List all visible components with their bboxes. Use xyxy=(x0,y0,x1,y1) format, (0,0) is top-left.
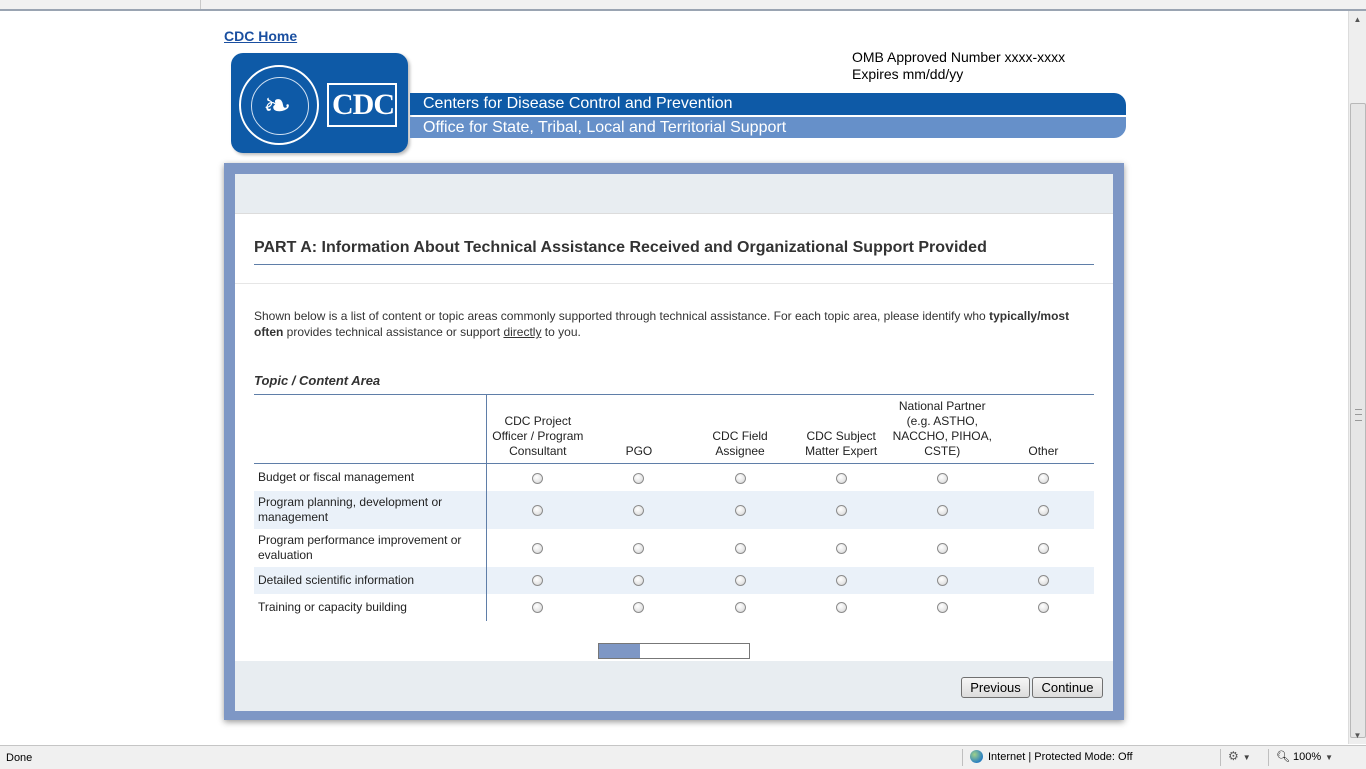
panel-header-bar xyxy=(235,174,1113,214)
radio-button[interactable] xyxy=(937,505,948,516)
divider xyxy=(235,283,1113,284)
col-header-pgo: PGO xyxy=(588,395,689,464)
radio-button[interactable] xyxy=(735,575,746,586)
radio-button[interactable] xyxy=(633,575,644,586)
progress-bar xyxy=(598,643,750,659)
scrollbar-thumb[interactable] xyxy=(1350,103,1366,738)
omb-number: OMB Approved Number xxxx-xxxx xyxy=(852,49,1066,65)
row-label: Detailed scientific information xyxy=(254,567,487,594)
office-name: Office for State, Tribal, Local and Territorial Support xyxy=(423,119,787,136)
omb-expiry: Expires mm/dd/yy xyxy=(852,66,964,82)
radio-button[interactable] xyxy=(1038,505,1049,516)
zone-text: Internet | Protected Mode: Off xyxy=(988,751,1133,763)
emphasis-text: typically/most often xyxy=(254,309,1070,339)
radio-button[interactable] xyxy=(735,473,746,484)
scroll-down-icon[interactable]: ▼ xyxy=(1353,731,1362,740)
radio-button[interactable] xyxy=(735,505,746,516)
omb-notice xyxy=(852,49,1065,83)
radio-button[interactable] xyxy=(836,505,847,516)
radio-button[interactable] xyxy=(633,602,644,613)
eagle-icon: ❧ xyxy=(263,87,292,125)
row-label: Program planning, development or management xyxy=(254,491,487,529)
table-row xyxy=(254,529,1094,567)
radio-button[interactable] xyxy=(937,575,948,586)
radio-button[interactable] xyxy=(532,473,543,484)
zoom-control[interactable] xyxy=(1276,750,1333,763)
office-band xyxy=(410,117,1126,138)
col-header-cdc-sme: CDC Subject Matter Expert xyxy=(791,395,892,464)
page-title: PART A: Information About Technical Assistance Received and Organizational Support Provided xyxy=(254,239,1094,265)
protected-mode-icon[interactable]: ⚙ ▼ xyxy=(1228,749,1251,763)
browser-status-bar xyxy=(0,745,1366,769)
security-zone[interactable] xyxy=(970,750,1133,763)
chevron-down-icon: ▼ xyxy=(1242,753,1251,762)
continue-button[interactable]: Continue xyxy=(1032,677,1103,698)
row-header-cell xyxy=(254,395,487,464)
matrix-header-row xyxy=(254,395,1094,464)
status-separator xyxy=(1220,749,1221,766)
table-row xyxy=(254,491,1094,529)
survey-frame xyxy=(224,163,1124,720)
radio-button[interactable] xyxy=(633,473,644,484)
radio-button[interactable] xyxy=(1038,473,1049,484)
topic-column-header: Topic / Content Area xyxy=(254,373,381,388)
grip-icon xyxy=(1355,409,1362,421)
radio-button[interactable] xyxy=(532,543,543,554)
col-header-other: Other xyxy=(993,395,1094,464)
progress-fill xyxy=(599,644,640,658)
radio-button[interactable] xyxy=(1038,602,1049,613)
table-row xyxy=(254,464,1094,491)
radio-button[interactable] xyxy=(532,575,543,586)
table-row xyxy=(254,567,1094,594)
row-label: Training or capacity building xyxy=(254,594,487,621)
tab-edge xyxy=(200,0,201,9)
radio-button[interactable] xyxy=(937,602,948,613)
radio-button[interactable] xyxy=(836,602,847,613)
radio-button[interactable] xyxy=(532,602,543,613)
cdc-wordmark-text: CDC xyxy=(332,88,394,121)
previous-button[interactable]: Previous xyxy=(961,677,1030,698)
radio-button[interactable] xyxy=(633,505,644,516)
radio-button[interactable] xyxy=(836,543,847,554)
status-text: Done xyxy=(6,752,33,764)
globe-icon xyxy=(970,750,983,763)
agency-name: Centers for Disease Control and Prevention xyxy=(423,95,733,112)
cdc-home-link[interactable]: CDC Home xyxy=(224,28,298,44)
radio-button[interactable] xyxy=(937,473,948,484)
radio-button[interactable] xyxy=(836,575,847,586)
status-separator xyxy=(962,749,963,766)
radio-button[interactable] xyxy=(1038,543,1049,554)
table-row xyxy=(254,594,1094,621)
navigation-bar xyxy=(235,661,1113,711)
col-header-cdc-project-officer: CDC Project Officer / Program Consultant xyxy=(487,395,589,464)
browser-top-strip xyxy=(0,0,1366,11)
magnifier-icon: 🔍︎ xyxy=(1276,751,1290,763)
survey-panel xyxy=(235,174,1113,711)
hhs-seal-icon xyxy=(239,65,319,145)
chevron-down-icon: ▼ xyxy=(1325,753,1334,762)
status-separator xyxy=(1268,749,1269,766)
radio-button[interactable] xyxy=(633,543,644,554)
cdc-logo xyxy=(231,53,408,153)
radio-button[interactable] xyxy=(1038,575,1049,586)
agency-band xyxy=(410,93,1126,115)
zoom-level: 100% xyxy=(1293,751,1322,763)
radio-button[interactable] xyxy=(735,602,746,613)
radio-button[interactable] xyxy=(532,505,543,516)
radio-button[interactable] xyxy=(735,543,746,554)
vertical-scrollbar[interactable] xyxy=(1348,11,1366,744)
underlined-text: directly xyxy=(503,325,542,339)
radio-button[interactable] xyxy=(836,473,847,484)
col-header-national-partner: National Partner (e.g. ASTHO, NACCHO, PIHOA, CSTE) xyxy=(892,395,993,464)
row-label: Budget or fiscal management xyxy=(254,464,487,491)
topic-matrix xyxy=(254,394,1094,621)
cdc-wordmark xyxy=(327,83,397,127)
row-label: Program performance improvement or evaluation xyxy=(254,529,487,567)
scroll-up-icon[interactable]: ▲ xyxy=(1353,15,1362,24)
radio-button[interactable] xyxy=(937,543,948,554)
col-header-cdc-field-assignee: CDC Field Assignee xyxy=(689,395,790,464)
instructions-text: Shown below is a list of content or topic areas commonly supported through technical assistance. For each topic area, please identify who typically/most often provides technical assistance or support directly to you. xyxy=(254,309,1070,339)
